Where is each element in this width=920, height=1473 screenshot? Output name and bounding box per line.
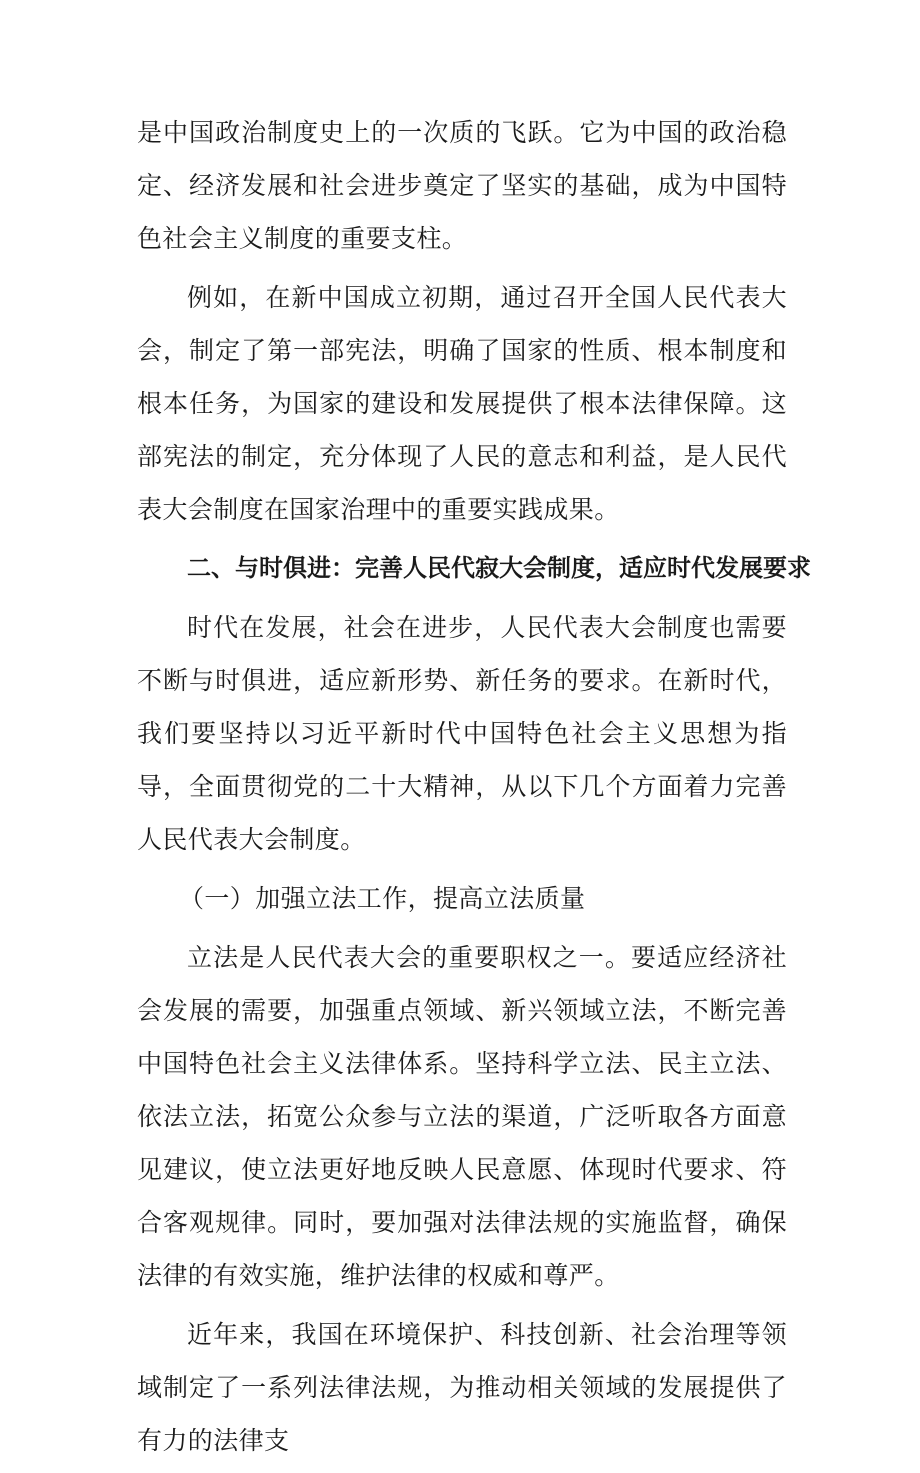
paragraph-legislation: 立法是人民代表大会的重要职权之一。要适应经济社会发展的需要，加强重点领域、新兴领域立法，不断完善中国特色社会主义法律体系。坚持科学立法、民主立法、依法立法，拓宽公众参与立法的渠道，广泛听取各方面意见建议，使立法更好地反映人民意愿、体现时代要求、符合客观规律。同时，要加强对法律法规的实施监督，确保法律的有效实施，维护法律的权威和尊严。 [137,943,787,1290]
paragraph-example: 例如，在新中国成立初期，通过召开全国人民代表大会，制定了第一部宪法，明确了国家的性质、根本制度和根本任务，为国家的建设和发展提供了根本法律保障。这部宪法的制定，充分体现了人民的意志和利益，是人民代表大会制度在国家治理中的重要实践成果。 [137,283,787,524]
document-body [137,106,811,1473]
subsection-heading: （一）加强立法工作，提高立法质量 [179,884,586,913]
section-heading: 二、与时俱进：完善人民代寂大会制度，适应时代发展要求 [187,554,811,582]
paragraph-intro: 时代在发展，社会在进步，人民代表大会制度也需要不断与时俱进，适应新形势、新任务的要求。在新时代，我们要坚持以习近平新时代中国特色社会主义思想为指导，全面贯彻党的二十大精神，从以下几个方面着力完善人民代表大会制度。 [137,613,787,854]
paragraph-continuation: 是中国政治制度史上的一次质的飞跃。它为中国的政治稳定、经济发展和社会进步奠定了坚实的基础，成为中国特色社会主义制度的重要支柱。 [137,118,787,253]
paragraph-recent-years: 近年来，我国在环境保护、科技创新、社会治理等领域制定了一系列法律法规，为推动相关领域的发展提供了有力的法律支 [137,1320,787,1455]
